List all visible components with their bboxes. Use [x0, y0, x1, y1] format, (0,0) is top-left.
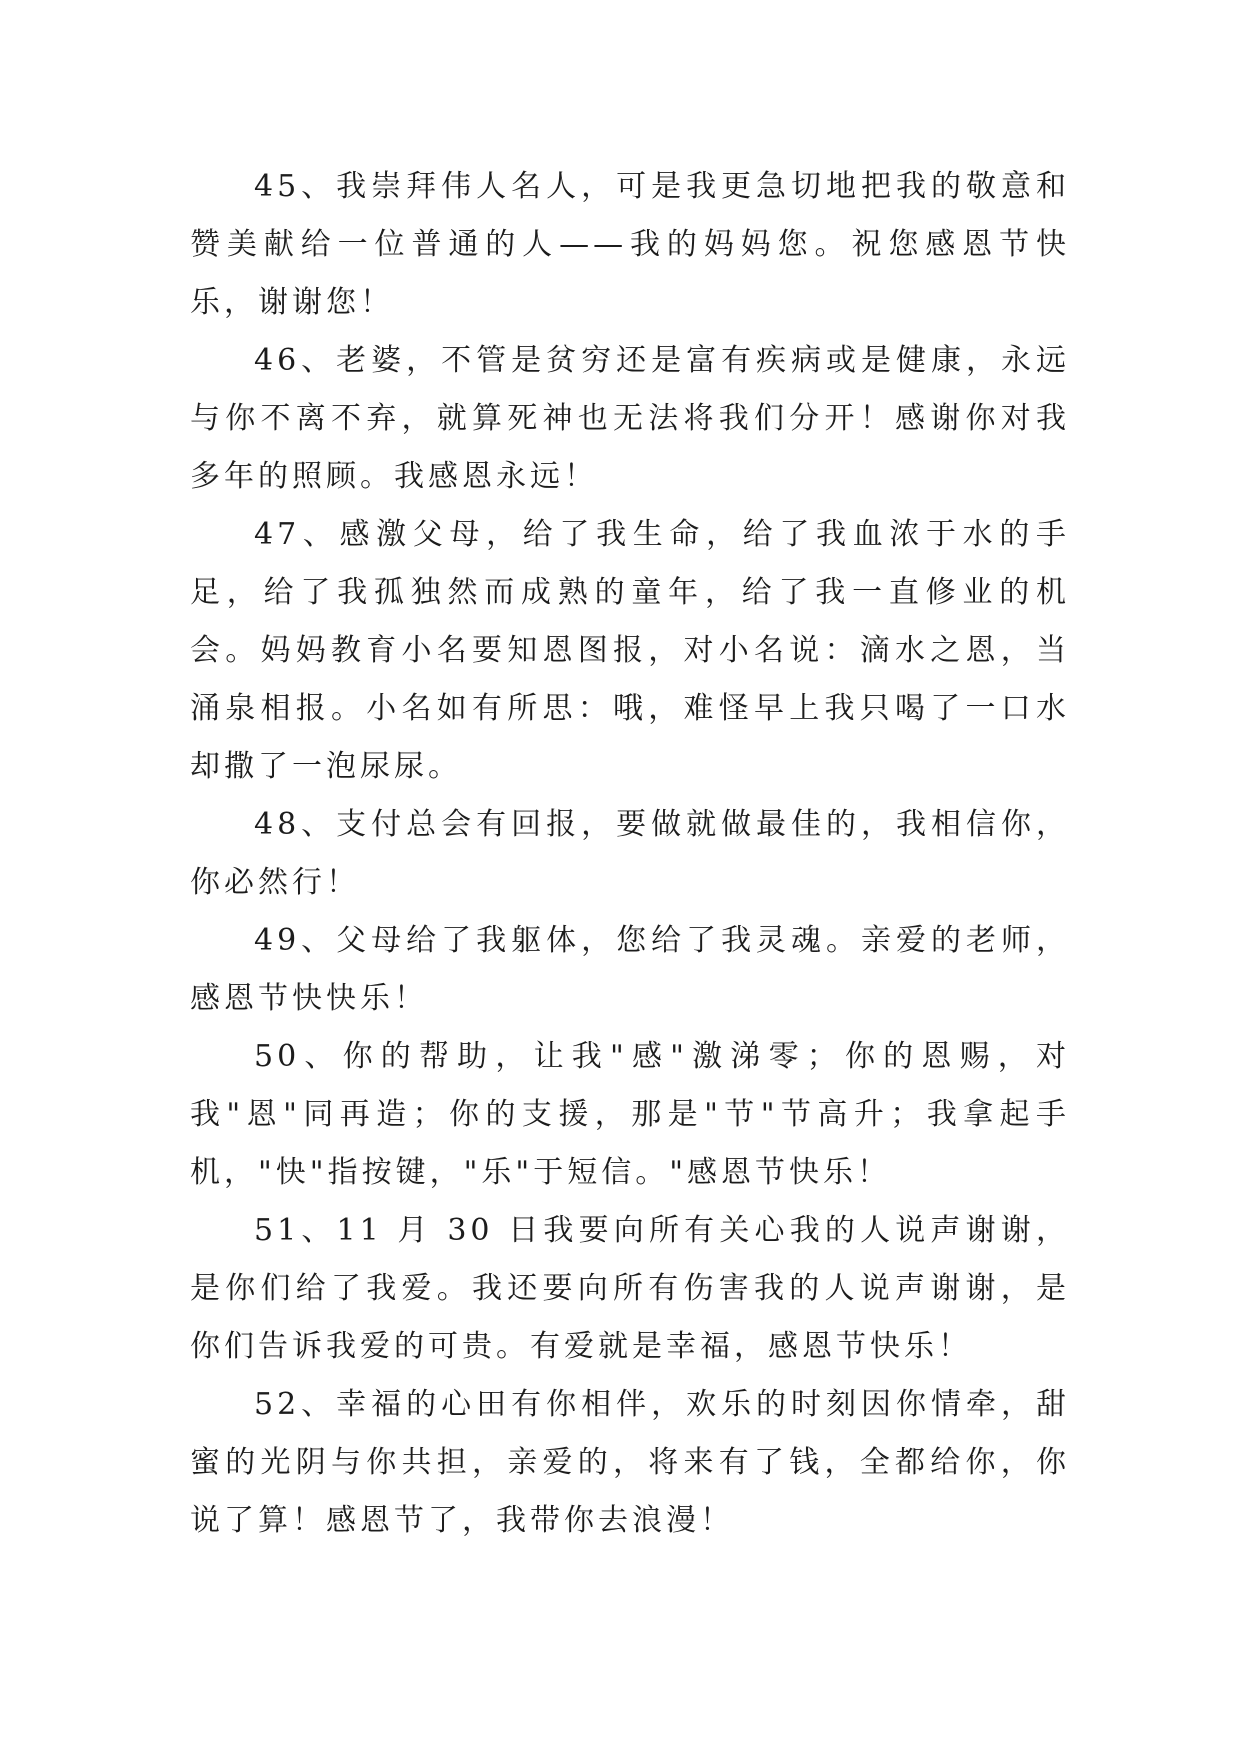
paragraph-48: 48、支付总会有回报，要做就做最佳的，我相信你，你必然行！: [190, 807, 1070, 900]
paragraph-45: 45、我崇拜伟人名人，可是我更急切地把我的敬意和赞美献给一位普通的人——我的妈妈您。祝您感恩节快乐，谢谢您！: [190, 169, 1070, 320]
paragraph-46: 46、老婆，不管是贫穷还是富有疾病或是健康，永远与你不离不弃，就算死神也无法将我们分开！感谢你对我多年的照顾。我感恩永远！: [190, 343, 1070, 494]
paragraph-51: 51、11 月 30 日我要向所有关心我的人说声谢谢，是你们给了我爱。我还要向所有伤害我的人说声谢谢，是你们告诉我爱的可贵。有爱就是幸福，感恩节快乐！: [190, 1213, 1070, 1364]
paragraph-49: 49、父母给了我躯体，您给了我灵魂。亲爱的老师，感恩节快快乐！: [190, 923, 1070, 1016]
paragraph-47: 47、感激父母，给了我生命，给了我血浓于水的手足，给了我孤独然而成熟的童年，给了我一直修业的机会。妈妈教育小名要知恩图报，对小名说：滴水之恩，当涌泉相报。小名如有所思：哦，难怪早上我只喝了一口水却撒了一泡尿尿。: [190, 517, 1070, 784]
paragraph-52: 52、幸福的心田有你相伴，欢乐的时刻因你情牵，甜蜜的光阴与你共担，亲爱的，将来有了钱，全都给你，你说了算！感恩节了，我带你去浪漫！: [190, 1387, 1070, 1538]
document-body: [190, 158, 1070, 1550]
paragraph-50: 50、你的帮助，让我"感"激涕零；你的恩赐，对我"恩"同再造；你的支援，那是"节"节高升；我拿起手机，"快"指按键，"乐"于短信。"感恩节快乐！: [190, 1039, 1070, 1190]
